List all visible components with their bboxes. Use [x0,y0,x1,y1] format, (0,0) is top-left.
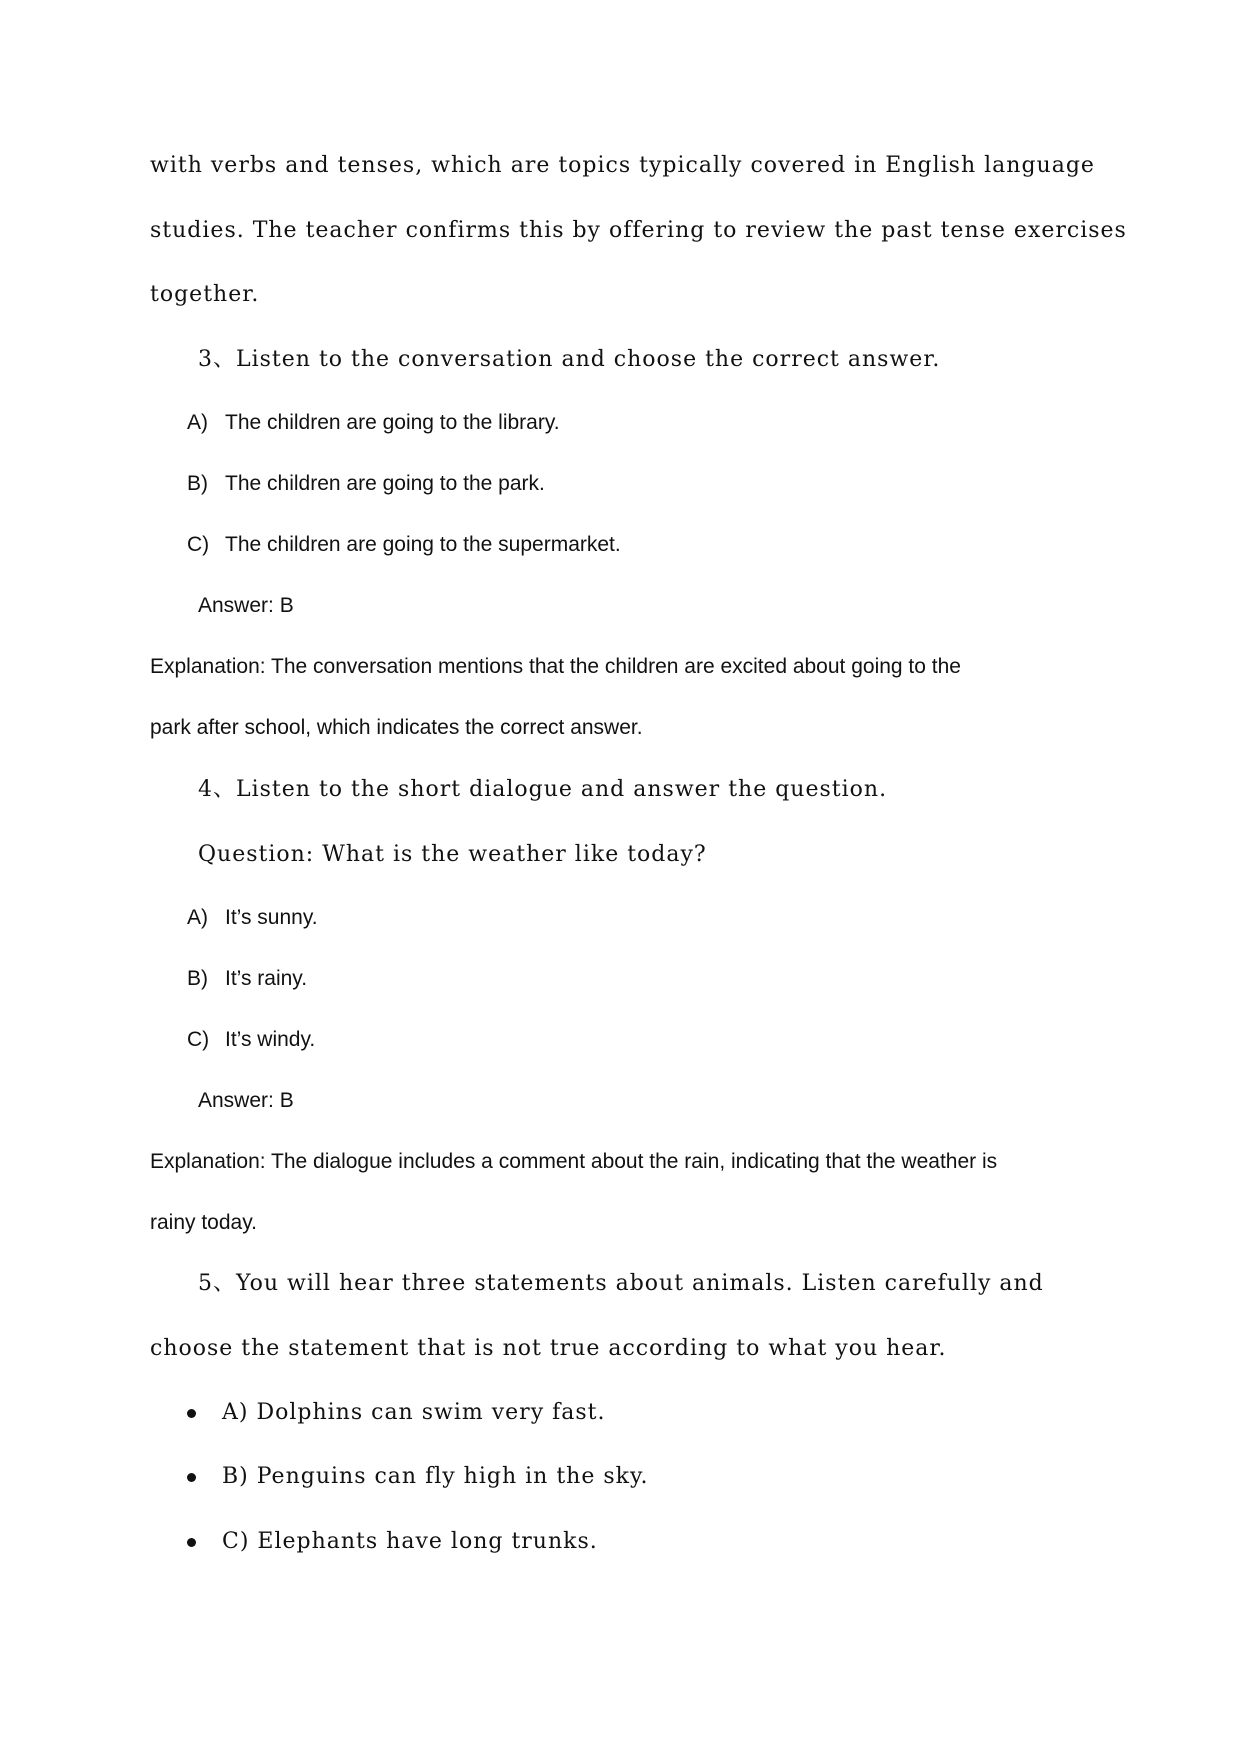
question-4-prompt: 4、Listen to the short dialogue and answer the question. [198,777,888,802]
question-4-answer: Answer: B [198,1089,294,1112]
option-text: It’s windy. [225,1028,316,1051]
option-letter: C) [187,533,210,556]
option-text: A) Dolphins can swim very fast. [222,1400,606,1425]
question-3-prompt: 3、Listen to the conversation and choose the correct answer. [198,347,941,372]
question-5-prompt-line: choose the statement that is not true according to what you hear. [150,1336,947,1361]
option-letter: B) [187,967,208,990]
question-3-answer: Answer: B [198,594,294,617]
bullet-icon [187,1409,196,1418]
option-text: B) Penguins can fly high in the sky. [222,1464,649,1489]
option-text: The children are going to the park. [225,472,545,495]
bullet-icon [187,1538,196,1547]
question-4-explanation-line: Explanation: The dialogue includes a comment about the rain, indicating that the weather is [150,1150,998,1173]
paragraph-line: with verbs and tenses, which are topics typically covered in English language [150,153,1095,178]
option-letter: A) [187,411,208,434]
option-text: C) Elephants have long trunks. [222,1529,598,1554]
paragraph-line: together. [150,282,260,307]
option-text: It’s rainy. [225,967,308,990]
option-letter: C) [187,1028,210,1051]
option-text: It’s sunny. [225,906,318,929]
question-3-explanation-line: Explanation: The conversation mentions that the children are excited about going to the [150,655,961,678]
option-text: The children are going to the library. [225,411,560,434]
option-letter: A) [187,906,208,929]
option-letter: B) [187,472,208,495]
bullet-icon [187,1473,196,1482]
option-text: The children are going to the supermarket. [225,533,621,556]
paragraph-line: studies. The teacher confirms this by offering to review the past tense exercises [150,218,1127,243]
question-4-explanation-line: rainy today. [150,1211,257,1234]
question-4-question: Question: What is the weather like today? [198,842,707,867]
question-3-explanation-line: park after school, which indicates the correct answer. [150,716,643,739]
question-5-prompt-line: 5、You will hear three statements about animals. Listen carefully and [198,1271,1044,1296]
